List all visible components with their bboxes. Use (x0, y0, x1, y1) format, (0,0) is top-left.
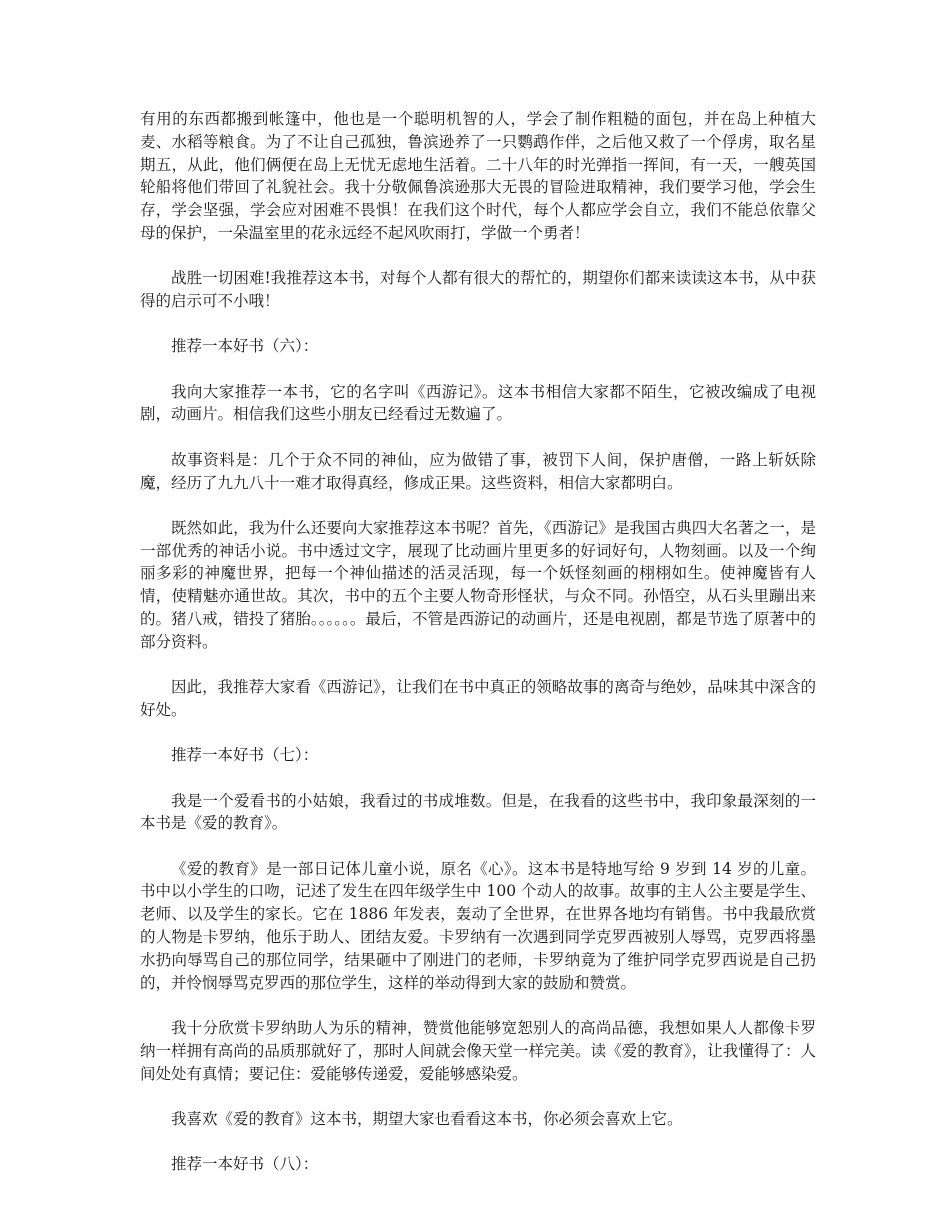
section-heading-6: 推荐一本好书（六）： (171, 337, 319, 356)
paragraph-robinson-ending: 有用的东西都搬到帐篷中，他也是一个聪明机智的人，学会了制作粗糙的面包，并在岛上种植大麦、水稻等粮食。为了不让自己孤独，鲁滨逊养了一只鹦鹉作伴，之后他又救了一个俘虏，取名星期五，从此，他们俩便在岛上无忧无虑地生活着。二十八年的时光弹指一挥间，有一天，一艘英国轮船将他们带回了礼貌社会。我十分敬佩鲁滨逊那大无畏的冒险进取精神，我们要学习他，学会生存，学会坚强，学会应对困难不畏惧！在我们这个时代，每个人都应学会自立，我们不能总依靠父母的保护，一朵温室里的花永远经不起风吹雨打，学做一个勇者！ (140, 110, 816, 242)
paragraph-heart-conclusion: 我喜欢《爱的教育》这本书，期望大家也看看这本书，你必须会喜欢上它。 (171, 1109, 683, 1128)
paragraph-journey-west-conclusion: 因此，我推荐大家看《西游记》，让我们在书中真正的领略故事的离奇与绝妙，品味其中深含的好处。 (140, 678, 816, 719)
section-heading-7: 推荐一本好书（七）： (171, 746, 319, 765)
document-body (140, 108, 816, 1198)
paragraph-journey-west-reasons: 既然如此，我为什么还要向大家推荐这本书呢？首先，《西游记》是我国古典四大名著之一，是一部优秀的神话小说。书中透过文字，展现了比动画片里更多的好词好句，人物刻画。以及一个绚丽多彩的神魔世界，把每一个神仙描述的活灵活现，每一个妖怪刻画的栩栩如生。使神魔皆有人情，使精魅亦通世故。其次，书中的五个主要人物奇形怪状，与众不同。孙悟空，从石头里蹦出来的。猪八戒，错投了猪胎。。。。。。最后，不管是西游记的动画片，还是电视剧，都是节选了原著中的部分资料。 (140, 518, 816, 651)
paragraph-robinson-recommendation: 战胜一切困难!我推荐这本书，对每个人都有很大的帮忙的，期望你们都来读读这本书，从中获得的启示可不小哦！ (140, 269, 816, 311)
paragraph-heart-intro: 我是一个爱看书的小姑娘，我看过的书成堆数。但是，在我看的这些书中，我印象最深刻的一本书是《爱的教育》。 (140, 791, 816, 833)
section-heading-8: 推荐一本好书（八）： (171, 1155, 319, 1174)
paragraph-heart-summary: 《爱的教育》是一部日记体儿童小说，原名《心》。这本书是特地写给 9 岁到 14 岁的儿童。书中以小学生的口吻，记述了发生在四年级学生中 100 个动人的故事。故事的主人公主要是学生、老师、以及学生的家长。它在 1886 年发表，轰动了全世界，在世界各地均有销售。书中我最欣赏的人物是卡罗纳，他乐于助人、团结友爱。卡罗纳有一次遇到同学克罗西被别人辱骂，克罗西将墨水扔向辱骂自己的那位同学，结果砸中了刚进门的老师，卡罗纳竟为了维护同学克罗西说是自己扔的，并怜悯辱骂克罗西的那位学生，这样的举动得到大家的鼓励和赞赏。 (140, 859, 816, 992)
paragraph-journey-west-intro: 我向大家推荐一本书，它的名字叫《西游记》。这本书相信大家都不陌生，它被改编成了电视剧，动画片。相信我们这些小朋友已经看过无数遍了。 (140, 382, 816, 424)
paragraph-heart-reflection: 我十分欣赏卡罗纳助人为乐的精神，赞赏他能够宽恕别人的高尚品德，我想如果人人都像卡罗纳一样拥有高尚的品质那就好了，那时人间就会像天堂一样完美。读《爱的教育》，让我懂得了：人间处处有真情；要记住：爱能够传递爱，爱能够感染爱。 (140, 1018, 816, 1083)
paragraph-journey-west-story: 故事资料是：几个于众不同的神仙，应为做错了事，被罚下人间，保护唐僧，一路上斩妖除魔，经历了九九八十一难才取得真经，修成正果。这些资料，相信大家都明白。 (140, 450, 816, 492)
